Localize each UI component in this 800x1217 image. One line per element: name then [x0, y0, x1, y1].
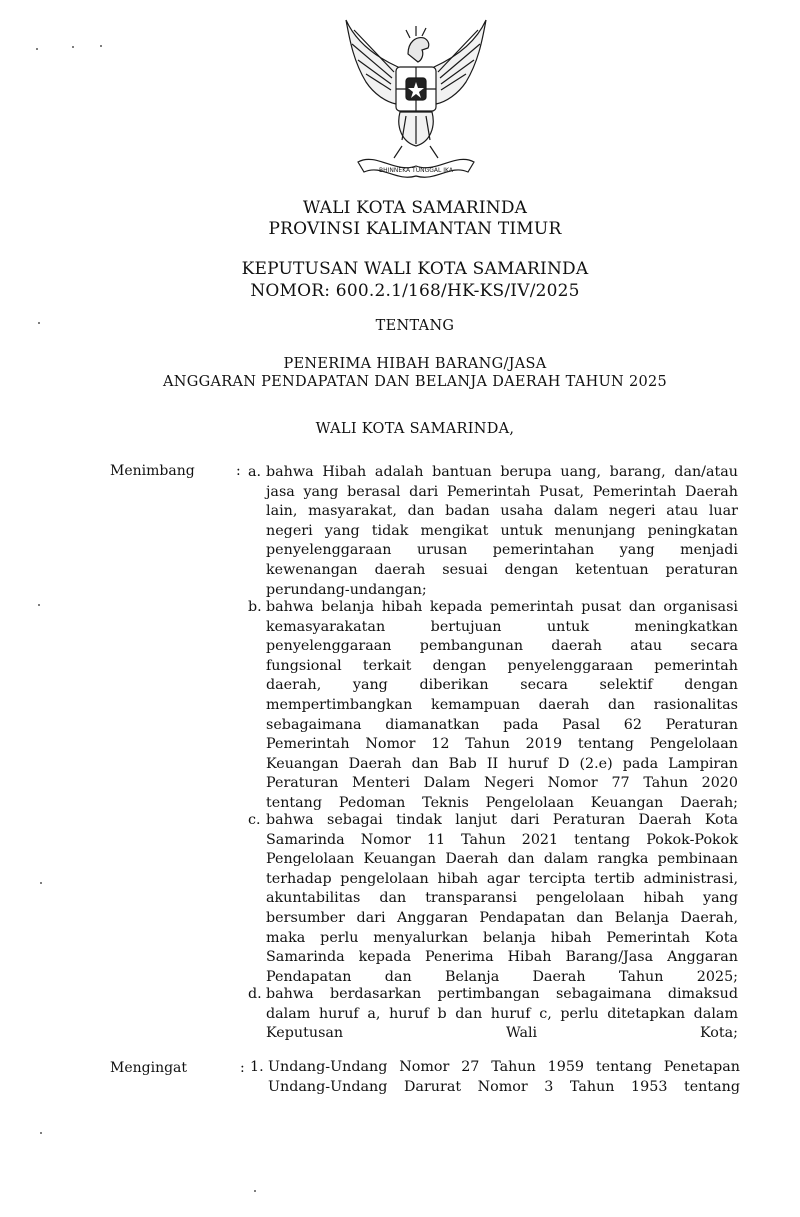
text-line: bahwa berdasarkan pertimbangan sebagaimana dimaksud	[266, 986, 738, 1002]
mengingat-colon: :	[240, 1060, 245, 1076]
text-line: tentang Pedoman Teknis Pengelolaan Keuangan Daerah;	[266, 794, 738, 811]
about-heading: TENTANG	[375, 318, 455, 334]
svg-text:BHINNEKA TUNGGAL IKA: BHINNEKA TUNGGAL IKA	[379, 167, 453, 174]
issuer-line-1: WALI KOTA SAMARINDA	[302, 198, 528, 218]
scan-speck	[38, 322, 40, 324]
item-marker: c.	[248, 812, 261, 828]
text-line: kemasyarakatan bertujuan untuk meningkatkan	[266, 618, 738, 635]
decree-number: NOMOR: 600.2.1/168/HK-KS/IV/2025	[250, 281, 580, 301]
authority-heading: WALI KOTA SAMARINDA,	[315, 421, 515, 437]
text-line: fungsional terkait dengan penyelenggaraan pemerintah	[266, 657, 738, 674]
scan-speck	[38, 604, 40, 606]
text-line: dalam huruf a, huruf b dan huruf c, perlu ditetapkan dalam	[266, 1005, 738, 1022]
mengingat-label: Mengingat	[110, 1060, 188, 1076]
decree-title: KEPUTUSAN WALI KOTA SAMARINDA	[241, 259, 589, 279]
text-line: Undang-Undang Nomor 27 Tahun 1959 tentang Penetapan	[268, 1059, 740, 1075]
text-line: negeri yang tidak mengikat untuk menunjang peningkatan	[266, 522, 738, 539]
text-line: lain, masyarakat, dan badan usaha dalam negeri atau luar	[266, 503, 738, 520]
scan-speck	[100, 45, 102, 47]
text-line: maka perlu menyalurkan belanja hibah Pemerintah Kota	[266, 929, 738, 946]
scan-speck	[72, 46, 74, 48]
text-line: sebagaimana diamanatkan pada Pasal 62 Peraturan	[266, 716, 738, 733]
item-marker: b.	[248, 599, 262, 615]
subject-line-2: ANGGARAN PENDAPATAN DAN BELANJA DAERAH TAHUN 2025	[162, 374, 668, 390]
issuer-line-2: PROVINSI KALIMANTAN TIMUR	[268, 219, 562, 239]
menimbang-label: Menimbang	[110, 463, 195, 479]
text-line: bahwa sebagai tindak lanjut dari Peraturan Daerah Kota	[266, 812, 738, 828]
scan-speck	[254, 1190, 256, 1192]
text-line: Peraturan Menteri Dalam Negeri Nomor 77 Tahun 2020	[266, 775, 738, 792]
garuda-pancasila-emblem-icon	[336, 12, 496, 192]
text-line: penyelenggaraan urusan pemerintahan yang menjadi	[266, 542, 738, 559]
text-line: mempertimbangkan kemampuan daerah dan rasionalitas	[266, 696, 738, 713]
text-line: Pengelolaan Keuangan Daerah dan dalam rangka pembinaan	[266, 851, 738, 868]
text-line: Keuangan Daerah dan Bab II huruf D (2.e) pada Lampiran	[266, 755, 738, 772]
text-line: penyelenggaraan pembangunan daerah atau secara	[266, 638, 738, 655]
text-line: perundang-undangan;	[266, 581, 427, 598]
text-line: terhadap pengelolaan hibah agar tercipta tertib administrasi,	[266, 870, 738, 887]
scan-speck	[40, 1132, 42, 1134]
item-marker: d.	[248, 986, 262, 1002]
text-line: bahwa belanja hibah kepada pemerintah pusat dan organisasi	[266, 599, 738, 615]
text-line: Undang-Undang Darurat Nomor 3 Tahun 1953 tentang	[268, 1078, 740, 1095]
menimbang-colon: :	[236, 463, 241, 479]
scan-speck	[36, 48, 38, 50]
text-line: jasa yang berasal dari Pemerintah Pusat, Pemerintah Daerah	[266, 483, 738, 500]
text-line: Samarinda Nomor 11 Tahun 2021 tentang Pokok-Pokok	[266, 831, 738, 848]
text-line: Pendapatan dan Belanja Daerah Tahun 2025;	[266, 968, 738, 985]
text-line: Samarinda kepada Penerima Hibah Barang/Jasa Anggaran	[266, 949, 738, 966]
scan-speck	[40, 882, 42, 884]
item-marker: a.	[248, 464, 262, 480]
text-line: bahwa Hibah adalah bantuan berupa uang, barang, dan/atau	[266, 464, 738, 480]
subject-line-1: PENERIMA HIBAH BARANG/JASA	[283, 356, 547, 372]
text-line: daerah, yang diberikan secara selektif dengan	[266, 677, 738, 694]
text-line: kewenangan daerah sesuai dengan ketentuan peraturan	[266, 561, 738, 578]
text-line: Pemerintah Nomor 12 Tahun 2019 tentang Pengelolaan	[266, 736, 738, 753]
text-line: akuntabilitas dan transparansi pengelolaan hibah yang	[266, 890, 738, 907]
item-marker: 1.	[250, 1059, 264, 1075]
text-line: Keputusan Wali Kota;	[266, 1025, 738, 1042]
text-line: bersumber dari Anggaran Pendapatan dan Belanja Daerah,	[266, 909, 738, 926]
